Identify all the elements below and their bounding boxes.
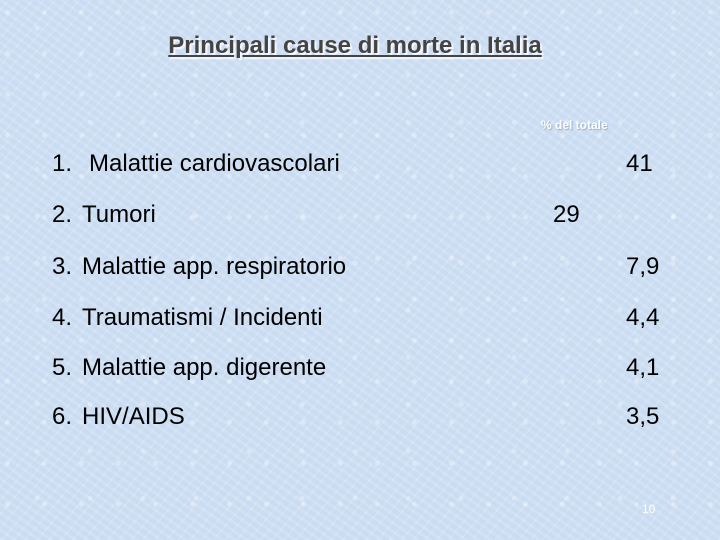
item-value: 29 bbox=[553, 201, 580, 228]
item-label: Malattie app. respiratorio bbox=[82, 253, 347, 280]
item-number: 5. bbox=[52, 354, 73, 381]
item-value: 4,4 bbox=[626, 304, 660, 331]
item-number: 2. bbox=[52, 201, 73, 228]
item-label: Malattie app. digerente bbox=[82, 354, 327, 381]
item-value: 3,5 bbox=[626, 403, 660, 430]
page-number: 10 bbox=[642, 502, 656, 516]
column-header: % del totale bbox=[541, 118, 608, 132]
item-label: Tumori bbox=[82, 201, 156, 228]
item-number: 6. bbox=[52, 403, 73, 430]
item-label: Traumatismi / Incidenti bbox=[82, 304, 323, 331]
item-value: 7,9 bbox=[626, 253, 660, 280]
list-item bbox=[52, 201, 580, 235]
list-item bbox=[52, 354, 660, 388]
list-item bbox=[52, 304, 660, 338]
item-label: HIV/AIDS bbox=[82, 403, 185, 430]
item-label: Malattie cardiovascolari bbox=[89, 150, 340, 177]
item-value: 41 bbox=[626, 150, 653, 177]
item-value: 4,1 bbox=[626, 354, 660, 381]
slide-title: Principali cause di morte in Italia bbox=[168, 32, 542, 59]
list-item bbox=[52, 150, 653, 184]
list-item bbox=[52, 403, 660, 437]
list-item bbox=[52, 253, 660, 287]
item-number: 4. bbox=[52, 304, 73, 331]
item-number: 1. bbox=[52, 150, 73, 177]
item-number: 3. bbox=[52, 253, 73, 280]
